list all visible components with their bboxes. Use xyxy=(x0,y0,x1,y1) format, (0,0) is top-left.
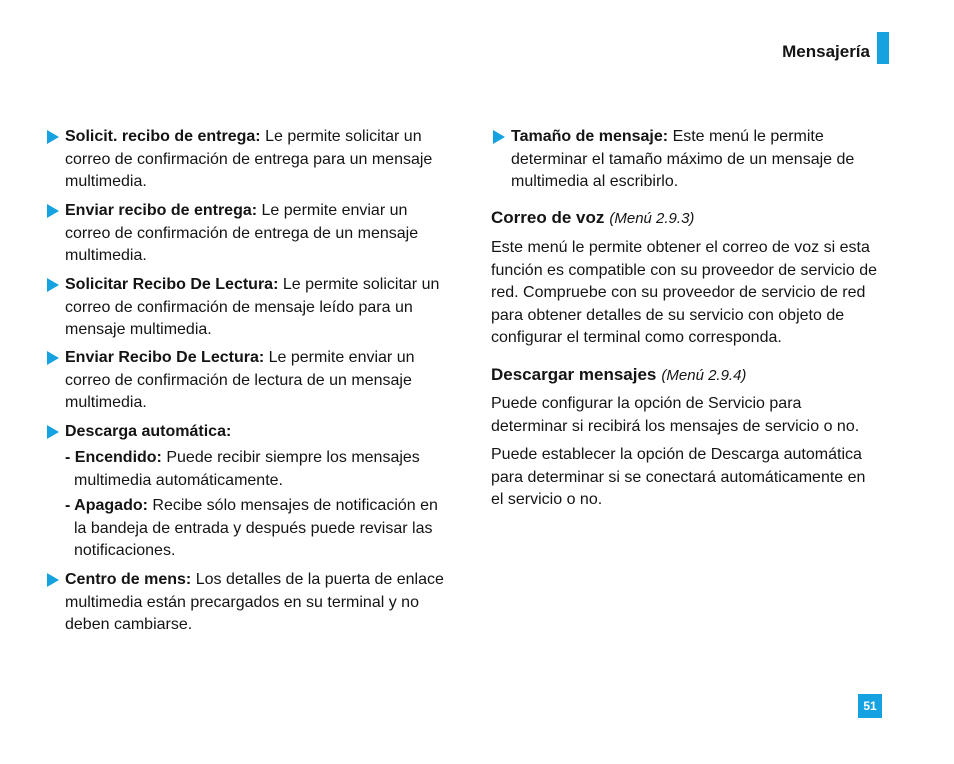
play-triangle-icon xyxy=(47,204,59,218)
bullet-text-line: multimedia están precargados en su terminal y no xyxy=(65,593,419,611)
bullet-label: Descarga automática: xyxy=(65,423,232,440)
bullet-text-line: deben cambiarse. xyxy=(65,616,193,634)
bullet-label: Enviar recibo de entrega: xyxy=(65,202,258,219)
bullet-text: Los detalles de la puerta de enlace xyxy=(195,571,444,588)
bullet-text-line: correo de confirmación de entrega para un mensaje xyxy=(65,150,433,168)
bullet-text: Le permite solicitar un xyxy=(265,128,422,145)
section-menu-ref: (Menú 2.9.4) xyxy=(661,367,747,384)
bullet-text-line: mensaje multimedia. xyxy=(65,321,212,339)
bullet-text-line: correo de confirmación de mensaje leído para un xyxy=(65,298,413,316)
bullet-item-message-center xyxy=(65,569,444,637)
paragraph xyxy=(491,444,865,512)
subitem-label: - Apagado: xyxy=(65,497,148,514)
play-triangle-icon xyxy=(47,278,59,292)
subitem-text-line: multimedia automáticamente. xyxy=(74,471,283,489)
bullet-label: Solicit. recibo de entrega: xyxy=(65,128,261,145)
bullet-text-line: multimedia. xyxy=(65,394,147,412)
bullet-text: Este menú le permite xyxy=(672,128,824,145)
paragraph-line: Este menú le permite obtener el correo de voz si esta xyxy=(491,239,870,256)
paragraph-line: el servicio o no. xyxy=(491,491,603,509)
subitem-on xyxy=(65,447,420,492)
header-accent-bar xyxy=(877,32,889,64)
bullet-item-auto-download xyxy=(65,421,231,444)
bullet-item-message-size xyxy=(511,126,854,194)
paragraph-line: Puede establecer la opción de Descarga automática xyxy=(491,446,862,463)
paragraph-line: función es compatible con su proveedor de servicio de xyxy=(491,261,877,279)
bullet-text-line: correo de confirmación de entrega de un mensaje xyxy=(65,224,419,242)
bullet-item-solicit-delivery xyxy=(65,126,432,194)
bullet-label: Enviar Recibo De Lectura: xyxy=(65,349,265,366)
paragraph-line: determinar si recibirá los mensajes de servicio o no. xyxy=(491,417,860,435)
paragraph-line: red. Compruebe con su proveedor de servicio de red xyxy=(491,284,866,302)
subitem-text: Recibe sólo mensajes de notificación en xyxy=(152,497,438,514)
bullet-text: Le permite enviar un xyxy=(268,349,415,366)
bullet-item-request-read xyxy=(65,274,439,342)
bullet-label: Solicitar Recibo De Lectura: xyxy=(65,276,279,293)
paragraph-line: para determinar si se conectará automáticamente en xyxy=(491,468,866,486)
subitem-text-line: notificaciones. xyxy=(74,542,176,560)
paragraph-line: configurar el terminal como corresponda. xyxy=(491,329,782,347)
bullet-text-line: multimedia. xyxy=(65,173,147,191)
subitem-off xyxy=(65,495,438,563)
bullet-text-line: determinar el tamaño máximo de un mensaje de xyxy=(511,150,855,168)
paragraph-line: Puede configurar la opción de Servicio para xyxy=(491,395,802,412)
paragraph xyxy=(491,393,859,438)
section-menu-ref: (Menú 2.9.3) xyxy=(609,210,695,227)
bullet-text-line: multimedia al escribirlo. xyxy=(511,173,679,191)
play-triangle-icon xyxy=(47,573,59,587)
bullet-text-line: multimedia. xyxy=(65,247,147,265)
page-number: 51 xyxy=(858,694,882,718)
paragraph xyxy=(491,237,877,350)
bullet-item-send-read xyxy=(65,347,415,415)
subitem-text: Puede recibir siempre los mensajes xyxy=(166,449,420,466)
play-triangle-icon xyxy=(47,425,59,439)
section-heading-voicemail xyxy=(491,207,694,230)
bullet-text: Le permite enviar un xyxy=(261,202,408,219)
subitem-label: - Encendido: xyxy=(65,449,162,466)
play-triangle-icon xyxy=(47,130,59,144)
section-title: Descargar mensajes xyxy=(491,365,657,384)
bullet-text-line: correo de confirmación de lectura de un mensaje xyxy=(65,371,412,389)
bullet-text: Le permite solicitar un xyxy=(282,276,440,293)
page-header-title: Mensajería xyxy=(782,42,870,61)
subitem-text-line: la bandeja de entrada y después puede revisar las xyxy=(74,519,433,537)
section-title: Correo de voz xyxy=(491,208,605,227)
section-heading-download-messages xyxy=(491,364,746,387)
play-triangle-icon xyxy=(493,130,505,144)
bullet-label: Tamaño de mensaje: xyxy=(511,128,669,145)
play-triangle-icon xyxy=(47,351,59,365)
paragraph-line: para obtener detalles de su servicio con objeto de xyxy=(491,306,845,324)
bullet-item-send-delivery xyxy=(65,200,418,268)
bullet-label: Centro de mens: xyxy=(65,571,192,588)
